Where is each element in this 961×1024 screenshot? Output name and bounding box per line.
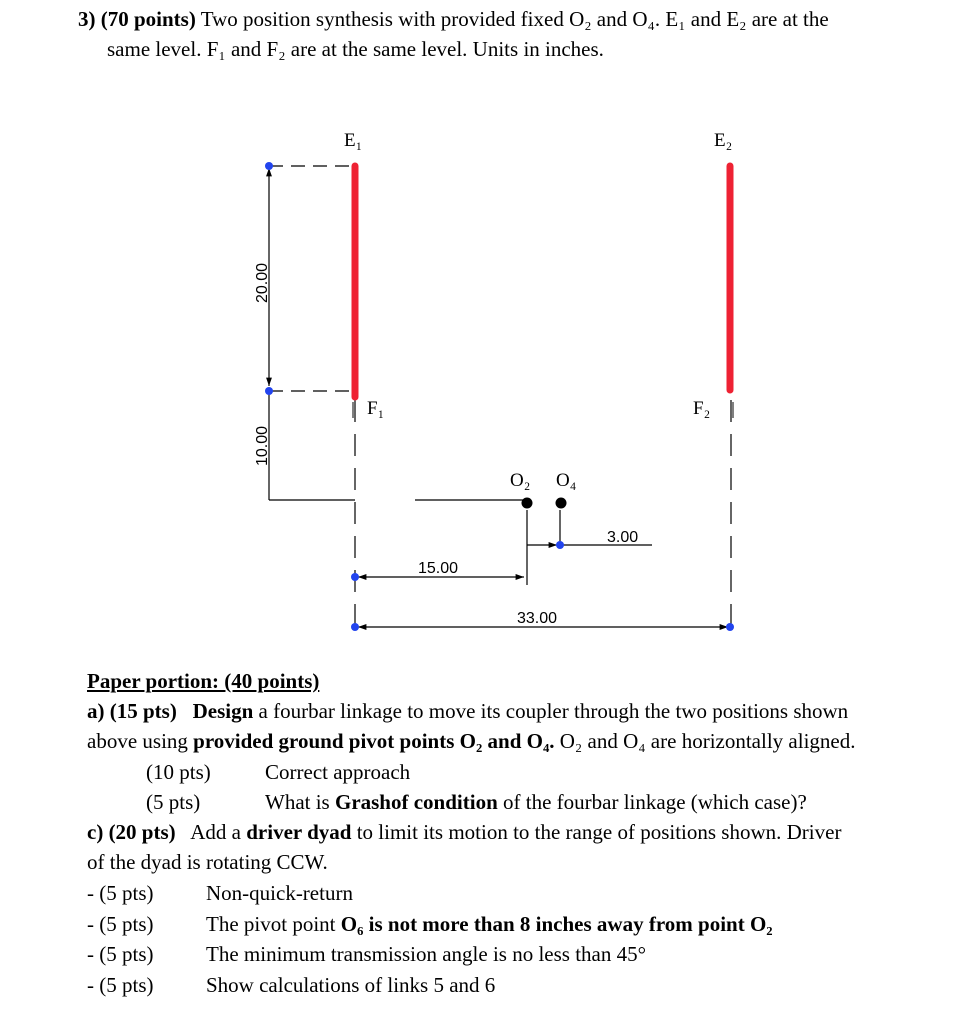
part-c-item-1-pts: - (5 pts): [87, 881, 154, 905]
problem-statement-2: same level. F₁ and F₂ are at the same level. Units in inches.: [107, 37, 604, 61]
label-f2: F₂: [693, 398, 711, 419]
part-c-line2: of the dyad is rotating CCW.: [87, 850, 328, 874]
dim-text-33: 33.00: [517, 610, 558, 627]
dim-text-3: 3.00: [607, 529, 639, 546]
dim-text-10: 10.00: [254, 425, 271, 467]
problem-points: (70 points): [100, 7, 196, 31]
part-c-line1: c) (20 pts) Add a driver dyad to limit its motion to the range of positions shown. Driver: [87, 820, 842, 844]
part-c-item-1: Non-quick-return: [206, 881, 353, 905]
part-c-item-2: The pivot point O₆ is not more than 8 inches away from point O₂: [206, 912, 773, 936]
dim-point-mid: [265, 387, 273, 395]
label-o2: O₂: [510, 470, 531, 491]
dim-point-f2: [726, 623, 734, 631]
paper-heading: Paper portion: (40 points): [87, 669, 320, 693]
dim-text-15: 15.00: [418, 560, 459, 577]
pivot-o4: [556, 498, 567, 509]
problem-number: 3): [78, 7, 96, 31]
part-c-item-3-pts: - (5 pts): [87, 942, 154, 966]
label-e2: E₂: [714, 130, 733, 151]
pivot-o2: [522, 498, 533, 509]
part-a-line1: a) (15 pts) Design a fourbar linkage to move its coupler through the two positions shown: [87, 699, 849, 723]
part-a-item-2: What is Grashof condition of the fourbar linkage (which case)?: [265, 790, 807, 814]
problem-statement-1: Two position synthesis with provided fixed O₂ and O₄. E₁ and E₂ are at the: [200, 7, 829, 31]
dim-point-f1-15: [351, 573, 359, 581]
label-f1: F₁: [367, 398, 385, 419]
part-c-item-4-pts: - (5 pts): [87, 973, 154, 997]
part-a-line2: above using provided ground pivot points O₂ and O₄. O₂ and O₄ are horizontally aligned.: [87, 729, 856, 753]
label-e1: E₁: [344, 130, 363, 151]
dim-text-20: 20.00: [254, 262, 271, 304]
part-a-item-1: Correct approach: [265, 760, 411, 784]
part-a-item-1-pts: (10 pts): [146, 760, 211, 784]
part-c-item-2-pts: - (5 pts): [87, 912, 154, 936]
part-a-item-2-pts: (5 pts): [146, 790, 201, 814]
dim-point-top: [265, 162, 273, 170]
label-o4: O₄: [556, 470, 577, 491]
part-c-item-4: Show calculations of links 5 and 6: [206, 973, 496, 997]
part-c-item-3: The minimum transmission angle is no less than 45°: [206, 942, 647, 966]
dim-point-f1-33: [351, 623, 359, 631]
dim-point-o4: [556, 541, 564, 549]
